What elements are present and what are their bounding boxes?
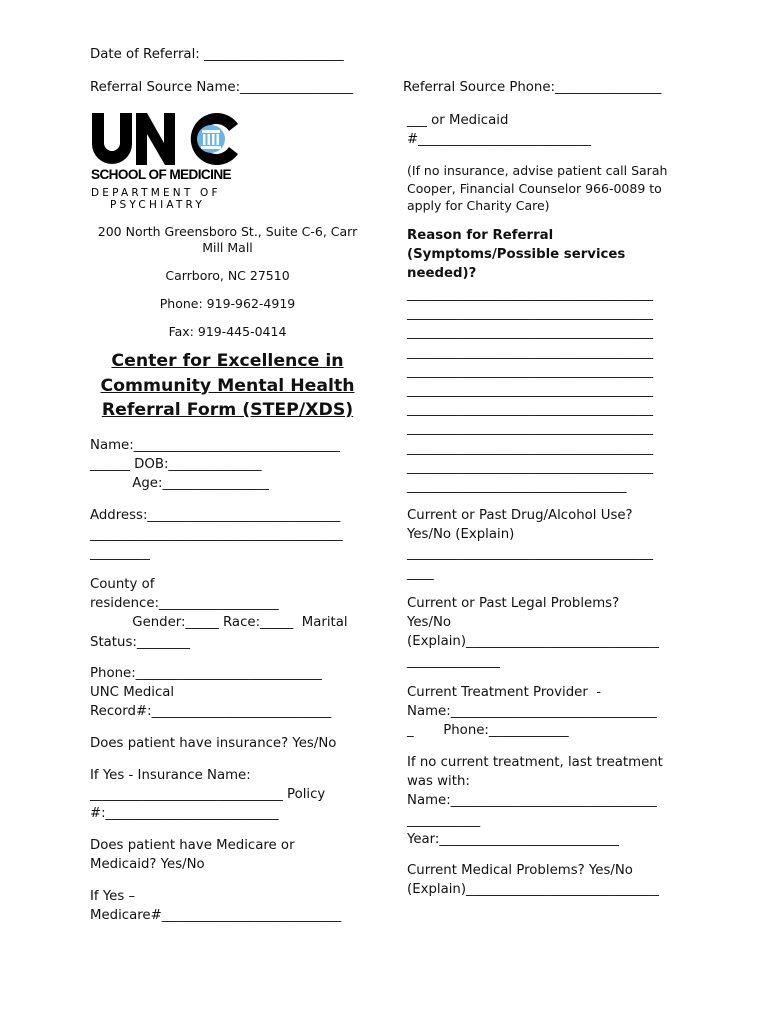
- legal-explain-field-line-2[interactable]: ______________: [407, 653, 501, 669]
- reason-line[interactable]: _____________________________________: [407, 363, 653, 379]
- street-line-2: Mill Mall: [202, 240, 253, 255]
- insurance-name-field[interactable]: _____________________________ Policy: [90, 787, 326, 803]
- medicaid-number-field[interactable]: #__________________________: [407, 132, 592, 148]
- date-of-referral-field[interactable]: Date of Referral: _____________________: [90, 47, 344, 62]
- reason-heading-line-1: Reason for Referral: [407, 228, 554, 243]
- title-line-2: Community Mental Health: [100, 375, 355, 396]
- reason-line[interactable]: _____________________________________: [407, 325, 653, 341]
- policy-number-field[interactable]: #:__________________________: [90, 806, 279, 822]
- reason-line[interactable]: _____________________________________: [407, 402, 653, 418]
- insurance-yes-no[interactable]: Does patient have insurance? Yes/No: [90, 736, 337, 751]
- unc-logo-icon: [90, 110, 242, 210]
- address-field-line-2[interactable]: ______________________________________: [90, 527, 343, 543]
- marital-status-field[interactable]: Status:________: [90, 634, 191, 650]
- street-line-1: 200 North Greensboro St., Suite C-6, Carr: [97, 224, 358, 239]
- medical-problems-explain-field[interactable]: (Explain)_____________________________: [407, 882, 659, 898]
- medicare-question-line-1: Does patient have Medicare or: [90, 838, 295, 853]
- reason-line[interactable]: _____________________________________: [407, 440, 653, 456]
- clinic-phone: Phone: 919-962-4919: [159, 296, 296, 311]
- referral-source-phone-field[interactable]: Referral Source Phone:________________: [403, 80, 662, 95]
- legal-yes-no[interactable]: Yes/No: [407, 615, 452, 631]
- reason-for-referral-lines[interactable]: [407, 285, 687, 496]
- last-treatment-name-field-line-2[interactable]: ___________: [407, 812, 481, 828]
- treatment-provider-label: Current Treatment Provider -: [407, 685, 602, 700]
- current-treatment-provider[interactable]: [407, 683, 687, 741]
- legal-explain-field[interactable]: (Explain)_____________________________: [407, 634, 659, 650]
- clinic-address: [90, 224, 365, 340]
- last-treatment[interactable]: [407, 753, 687, 849]
- reason-line[interactable]: _____________________________________: [407, 287, 653, 302]
- reason-line[interactable]: _____________________________________: [407, 459, 653, 475]
- svg-text:DEPARTMENT OF: DEPARTMENT OF: [91, 187, 221, 199]
- no-insurance-line-3: apply for Charity Care): [407, 198, 550, 213]
- last-treatment-name-field[interactable]: Name:_______________________________: [407, 793, 657, 809]
- medical-record-field[interactable]: Record#:___________________________: [90, 704, 332, 720]
- medical-record-label: UNC Medical: [90, 685, 175, 701]
- drug-yes-no[interactable]: Yes/No (Explain): [407, 527, 515, 543]
- medicare-yes-no[interactable]: Medicaid? Yes/No: [90, 857, 205, 873]
- medical-problems[interactable]: [407, 861, 687, 899]
- medicare-number[interactable]: [90, 887, 365, 925]
- insurance-name-label: If Yes - Insurance Name:: [90, 768, 251, 783]
- referral-source-name-field[interactable]: Referral Source Name:_________________: [90, 80, 354, 95]
- unc-school-of-medicine-logo: [90, 110, 242, 210]
- title-line-3: Referral Form (STEP/XDS): [101, 400, 354, 420]
- svg-text:PSYCHIATRY: PSYCHIATRY: [110, 199, 205, 210]
- county-label: County of: [90, 577, 155, 592]
- reason-line[interactable]: _____________________________________: [407, 383, 653, 399]
- county-field[interactable]: residence:__________________: [90, 596, 279, 612]
- medicare-number-field[interactable]: Medicare#___________________________: [90, 908, 342, 924]
- last-treatment-label-line-2: was with:: [407, 774, 470, 790]
- insurance-details[interactable]: [90, 766, 365, 824]
- name-field[interactable]: Name:_______________________________: [90, 438, 340, 453]
- patient-phone-field[interactable]: Phone:____________________________: [90, 666, 322, 681]
- county-gender-race-marital[interactable]: [90, 575, 365, 652]
- no-insurance-line-1: (If no insurance, advise patient call Sarah: [407, 163, 668, 178]
- legal-problems[interactable]: [407, 594, 687, 671]
- drug-explain-field[interactable]: _____________________________________: [407, 546, 653, 562]
- medicare-if-yes-label: If Yes –: [90, 889, 136, 904]
- reason-for-referral-heading: [407, 226, 687, 284]
- address-field-line-3[interactable]: _________: [90, 546, 150, 562]
- reason-heading-line-2: (Symptoms/Possible services: [407, 247, 626, 263]
- patient-name-dob-age[interactable]: [90, 436, 365, 494]
- dob-field[interactable]: ______ DOB:______________: [90, 457, 262, 473]
- reason-line[interactable]: _____________________________________: [407, 306, 653, 322]
- svg-text:SCHOOL OF MEDICINE: SCHOOL OF MEDICINE: [91, 167, 231, 182]
- legal-question: Current or Past Legal Problems?: [407, 596, 620, 611]
- treatment-provider-name-field[interactable]: Name:_______________________________: [407, 704, 657, 720]
- last-treatment-label: If no current treatment, last treatment: [407, 755, 663, 770]
- city-line: Carrboro, NC 27510: [165, 268, 290, 283]
- medical-problems-question[interactable]: Current Medical Problems? Yes/No: [407, 863, 633, 878]
- title-line-1: Center for Excellence in: [111, 351, 344, 371]
- treatment-provider-phone-field[interactable]: _ Phone:____________: [407, 723, 569, 739]
- clinic-fax: Fax: 919-445-0414: [168, 324, 287, 339]
- age-field[interactable]: Age:________________: [90, 476, 269, 492]
- drug-explain-field-line-2[interactable]: ____: [407, 565, 434, 581]
- medicaid-label[interactable]: ___ or Medicaid: [407, 113, 509, 128]
- form-title: [90, 349, 365, 423]
- patient-address[interactable]: [90, 506, 365, 564]
- reason-line[interactable]: _____________________________________: [407, 421, 653, 437]
- medicaid-number[interactable]: [407, 111, 687, 149]
- drug-alcohol-use[interactable]: [407, 506, 687, 583]
- patient-phone-record[interactable]: [90, 664, 365, 722]
- address-field[interactable]: Address:_____________________________: [90, 508, 341, 523]
- gender-race-field[interactable]: Gender:_____ Race:_____ Marital: [90, 615, 348, 631]
- no-insurance-line-2: Cooper, Financial Counselor 966-0089 to: [407, 180, 662, 196]
- medicare-question[interactable]: [90, 836, 365, 874]
- insurance-question[interactable]: [90, 734, 365, 753]
- reason-line[interactable]: _________________________________: [407, 479, 627, 495]
- reason-heading-line-3: needed)?: [407, 266, 477, 282]
- last-treatment-year-field[interactable]: Year:___________________________: [407, 831, 619, 847]
- drug-question: Current or Past Drug/Alcohol Use?: [407, 508, 633, 523]
- no-insurance-note: [407, 162, 687, 215]
- reason-line[interactable]: _____________________________________: [407, 344, 653, 360]
